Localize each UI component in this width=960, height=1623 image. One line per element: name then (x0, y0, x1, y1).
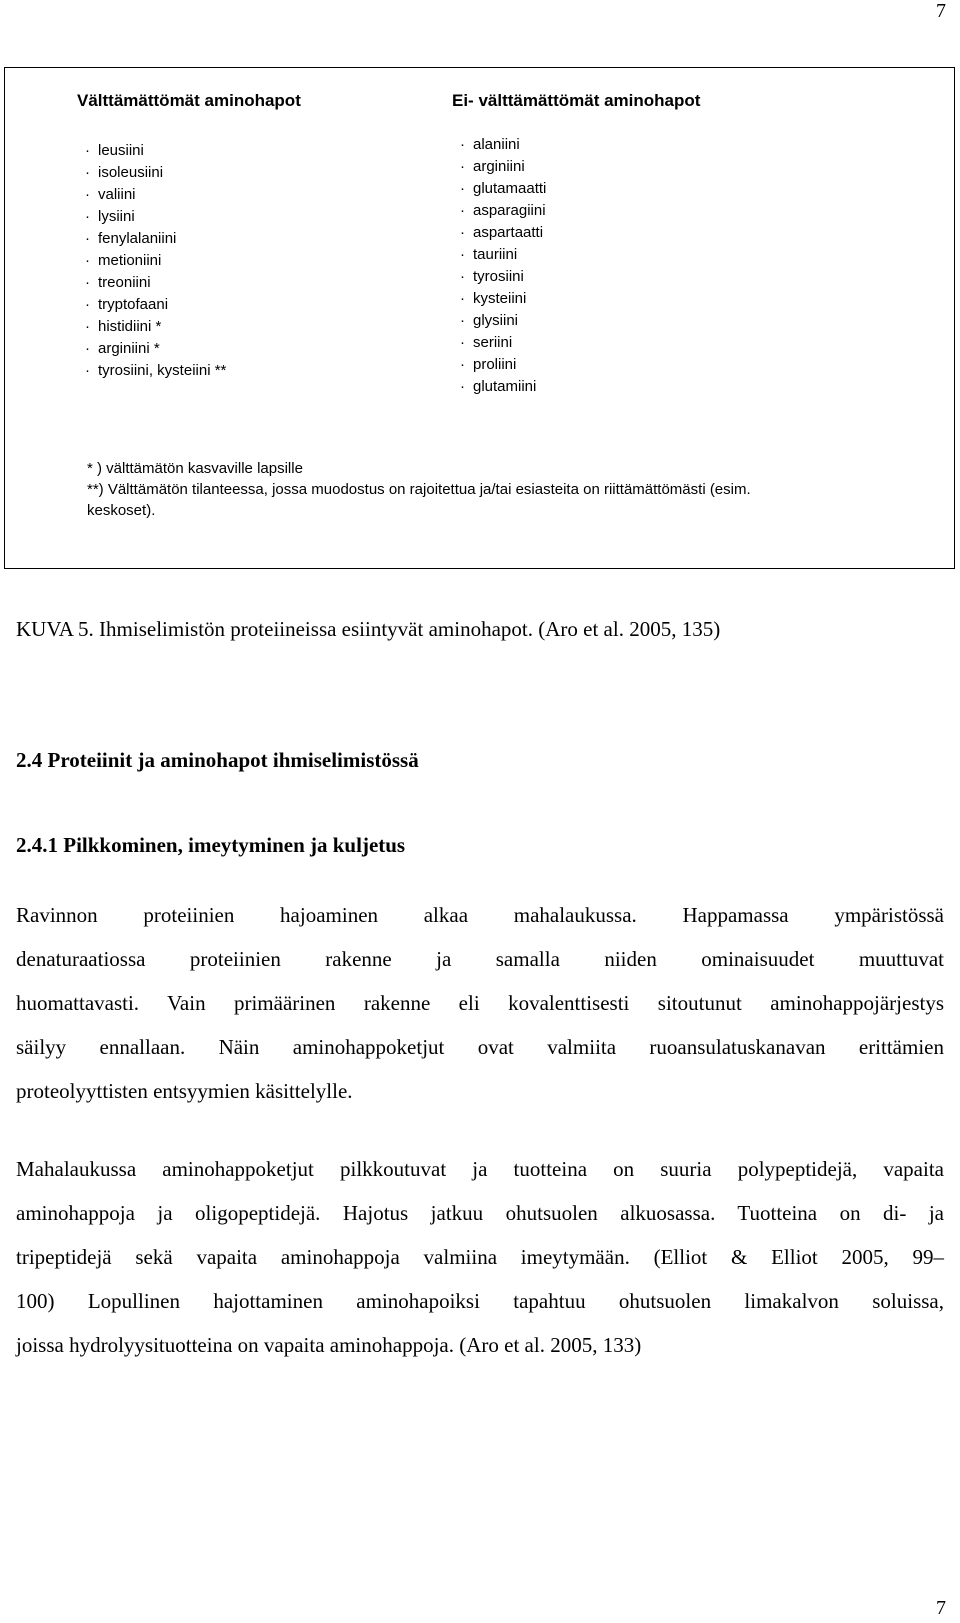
list-item: · glutamaatti (462, 178, 700, 200)
figure-caption: KUVA 5. Ihmiselimistön proteiineissa esiintyvät aminohapot. (Aro et al. 2005, 135) (16, 617, 721, 641)
list-item: · fenylalaniini (87, 228, 301, 250)
non-essential-heading: Ei- välttämättömät aminohapot (452, 91, 701, 110)
list-item: · valiini (87, 184, 301, 206)
non-essential-amino-acids-column (452, 90, 700, 398)
list-item: · treoniini (87, 272, 301, 294)
figure-footnotes (87, 458, 857, 521)
list-item: · glutamiini (462, 376, 700, 398)
paragraph-line: joissa hydrolyysituotteina on vapaita aminohappoja. (Aro et al. 2005, 133) (16, 1333, 642, 1357)
footnote: * ) välttämätön kasvaville lapsille (87, 460, 303, 477)
list-item: · aspartaatti (462, 222, 700, 244)
paragraph-line: proteolyyttisten entsyymien käsittelylle. (16, 1079, 353, 1103)
list-item: · glysiini (462, 310, 700, 332)
page-number-bottom: 7 (936, 1597, 946, 1619)
list-item: · kysteiini (462, 288, 700, 310)
essential-list (77, 140, 301, 382)
list-item: · tryptofaani (87, 294, 301, 316)
list-item: · tyrosiini (462, 266, 700, 288)
list-item: · alaniini (462, 134, 700, 156)
list-item: · proliini (462, 354, 700, 376)
list-item: · lysiini (87, 206, 301, 228)
paragraph-2 (16, 1147, 944, 1367)
list-item: · isoleusiini (87, 162, 301, 184)
non-essential-list (452, 134, 700, 398)
list-item: · arginiini (462, 156, 700, 178)
list-item: · tyrosiini, kysteiini ** (87, 360, 301, 382)
paragraph-line: huomattavasti. Vain primäärinen rakenne eli kovalenttisesti sitoutunut aminohappojärjestys (16, 991, 944, 1015)
essential-heading: Välttämättömät aminohapot (77, 91, 301, 110)
subsection-heading: 2.4.1 Pilkkominen, imeytyminen ja kuljetus (16, 833, 406, 857)
essential-amino-acids-column (77, 90, 301, 382)
footnote: **) Välttämätön tilanteessa, jossa muodostus on rajoitettua ja/tai esiasteita on riittämättömästi (esim. (87, 481, 751, 498)
list-item: · histidiini * (87, 316, 301, 338)
list-item: · leusiini (87, 140, 301, 162)
paragraph-line: säilyy ennallaan. Näin aminohappoketjut ovat valmiita ruoansulatuskanavan erittämien (16, 1035, 944, 1059)
amino-acid-figure (4, 67, 955, 569)
page-number-top: 7 (936, 0, 946, 22)
list-item: · metioniini (87, 250, 301, 272)
paragraph-line: Ravinnon proteiinien hajoaminen alkaa mahalaukussa. Happamassa ympäristössä (16, 903, 944, 927)
paragraph-line: denaturaatiossa proteiinien rakenne ja samalla niiden ominaisuudet muuttuvat (16, 947, 944, 971)
footnote: keskoset). (87, 502, 156, 519)
list-item: · arginiini * (87, 338, 301, 360)
paragraph-line: tripeptidejä sekä vapaita aminohappoja valmiina imeytymään. (Elliot & Elliot 2005, 99– (16, 1245, 944, 1269)
paragraph-1 (16, 893, 944, 1113)
list-item: · asparagiini (462, 200, 700, 222)
section-heading: 2.4 Proteiinit ja aminohapot ihmiselimistössä (16, 748, 419, 772)
list-item: · tauriini (462, 244, 700, 266)
paragraph-line: aminohappoja ja oligopeptidejä. Hajotus jatkuu ohutsuolen alkuosassa. Tuotteina on di- ja (16, 1201, 944, 1225)
paragraph-line: Mahalaukussa aminohappoketjut pilkkoutuvat ja tuotteina on suuria polypeptidejä, vapaita (16, 1157, 944, 1181)
paragraph-line: 100) Lopullinen hajottaminen aminohapoiksi tapahtuu ohutsuolen limakalvon soluissa, (16, 1289, 944, 1313)
list-item: · seriini (462, 332, 700, 354)
